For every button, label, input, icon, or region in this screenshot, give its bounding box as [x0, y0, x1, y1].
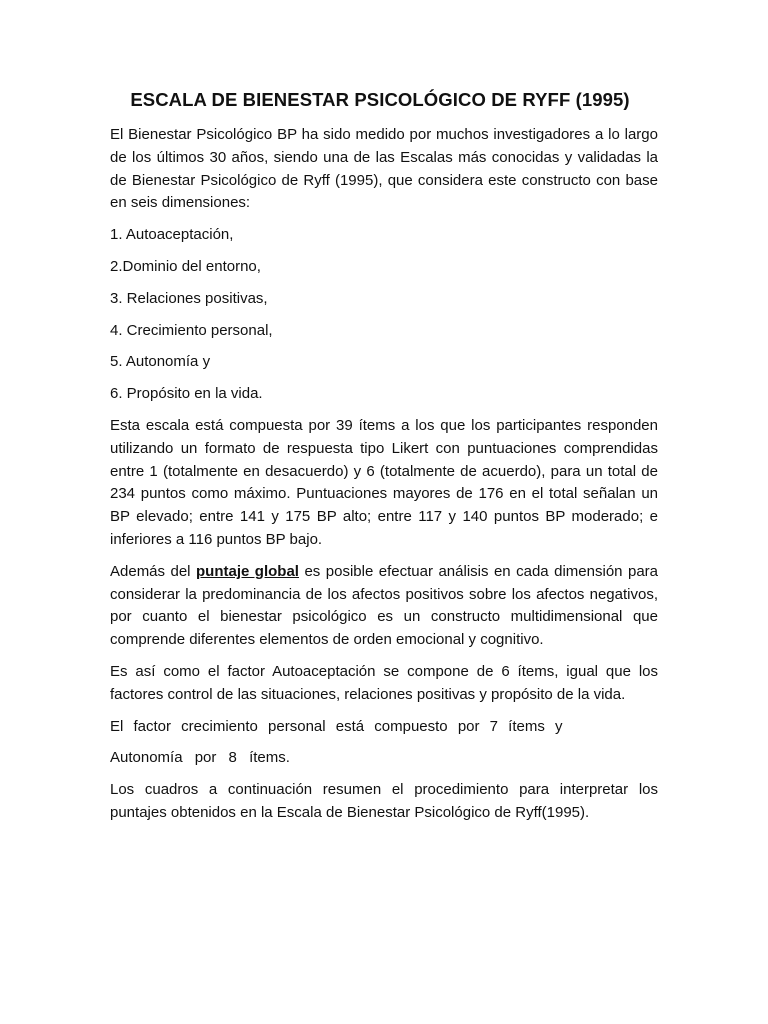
dimension-item-1: 1. Autoaceptación, [110, 226, 234, 244]
document-page [110, 88, 658, 834]
intro-paragraph: El Bienestar Psicológico BP ha sido medido por muchos investigadores a lo largo de los últimos 30 años, siendo una de las Escalas más conocidas y validadas la de Bienestar Psicológico de Ryff (1995), que considera este constructo con base en seis dimensiones: [110, 126, 658, 212]
dimension-item-6: 6. Propósito en la vida. [110, 385, 263, 403]
global-score-link[interactable]: puntaje global [196, 562, 299, 580]
document-title: ESCALA DE BIENESTAR PSICOLÓGICO DE RYFF (1995) [130, 89, 630, 110]
dimension-item-4: 4. Crecimiento personal, [110, 321, 273, 339]
global-paragraph-lead: Además del [110, 562, 196, 580]
global-paragraph-rest: es posible efectuar análisis en cada dimensión para considerar la predominancia de los afectos positivos sobre los afectos negativos, por cuanto el bienestar psicológico es un constructo multidimensional que comprende diferentes elementos de orden emocional y cognitivo. [110, 562, 658, 649]
closing-paragraph: Los cuadros a continuación resumen el procedimiento para interpretar los puntajes obtenidos en la Escala de Bienestar Psicológico de Ryff(1995). [110, 781, 658, 821]
dimension-item-5: 5. Autonomía y [110, 353, 211, 371]
scale-paragraph: Esta escala está compuesta por 39 ítems a los que los participantes responden utilizando un formato de respuesta tipo Likert con puntuaciones comprendidas entre 1 (totalmente en desacuerdo) y 6 (totalmente de acuerdo), para un total de 234 puntos como máximo. Puntuaciones mayores de 176 en el total señalan un BP elevado; entre 141 y 175 BP alto; entre 117 y 140 puntos BP moderado; e inferiores a 116 puntos BP bajo. [110, 416, 658, 548]
global-score-paragraph [110, 561, 658, 652]
dimension-item-2: 2.Dominio del entorno, [110, 257, 261, 275]
growth-line: El factor crecimiento personal está compuesto por 7 ítems y [110, 717, 563, 735]
factor-paragraph: Es así como el factor Autoaceptación se compone de 6 ítems, igual que los factores control de las situaciones, relaciones positivas y propósito de la vida. [110, 662, 658, 703]
autonomy-line: Autonomía por 8 ítems. [110, 749, 290, 767]
dimension-item-3: 3. Relaciones positivas, [110, 289, 268, 307]
